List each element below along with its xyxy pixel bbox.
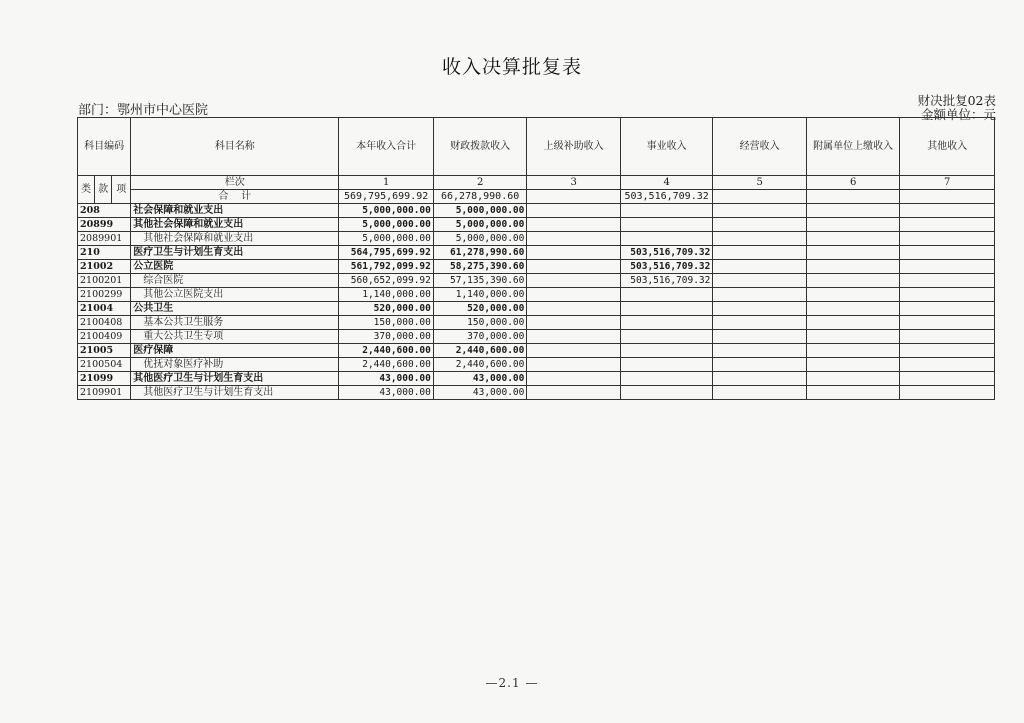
row-name: 公共卫生 bbox=[131, 302, 339, 316]
row-c5 bbox=[713, 330, 807, 344]
row-c7 bbox=[900, 204, 995, 218]
total-c6 bbox=[806, 190, 900, 204]
row-c2: 5,000,000.00 bbox=[433, 204, 527, 218]
row-c2: 57,135,390.60 bbox=[433, 274, 527, 288]
row-c1: 2,440,600.00 bbox=[339, 358, 434, 372]
header-xiang: 项 bbox=[112, 176, 131, 204]
total-c3 bbox=[527, 190, 621, 204]
row-name: 医疗保障 bbox=[131, 344, 339, 358]
row-name: 社会保障和就业支出 bbox=[131, 204, 339, 218]
table-row bbox=[78, 274, 995, 288]
row-c1: 43,000.00 bbox=[339, 372, 434, 386]
row-c2: 1,140,000.00 bbox=[433, 288, 527, 302]
row-c1: 1,140,000.00 bbox=[339, 288, 434, 302]
row-c1: 5,000,000.00 bbox=[339, 204, 434, 218]
header-code: 科目编码 bbox=[78, 118, 131, 176]
table-row bbox=[78, 344, 995, 358]
row-c5 bbox=[713, 204, 807, 218]
row-name: 其他公立医院支出 bbox=[131, 288, 339, 302]
row-c2: 43,000.00 bbox=[433, 386, 527, 400]
row-code: 21005 bbox=[78, 344, 131, 358]
row-code: 210 bbox=[78, 246, 131, 260]
total-c5 bbox=[713, 190, 807, 204]
row-c7 bbox=[900, 358, 995, 372]
header-name: 科目名称 bbox=[131, 118, 339, 176]
table-row bbox=[78, 218, 995, 232]
row-c2: 58,275,390.60 bbox=[433, 260, 527, 274]
page-title: 收入决算批复表 bbox=[441, 56, 582, 78]
page-number: —2.1 — bbox=[485, 676, 539, 690]
row-c6 bbox=[806, 344, 900, 358]
row-c3 bbox=[527, 204, 621, 218]
row-c7 bbox=[900, 386, 995, 400]
row-code: 2100201 bbox=[78, 274, 131, 288]
row-c6 bbox=[806, 204, 900, 218]
total-c1: 569,795,699.92 bbox=[339, 190, 434, 204]
row-c4 bbox=[620, 204, 713, 218]
total-label: 合 计 bbox=[131, 190, 339, 204]
row-c4 bbox=[620, 288, 713, 302]
row-c2: 43,000.00 bbox=[433, 372, 527, 386]
table-row bbox=[78, 204, 995, 218]
header-col4: 事业收入 bbox=[620, 118, 713, 176]
row-c7 bbox=[900, 274, 995, 288]
row-c4 bbox=[620, 372, 713, 386]
row-c6 bbox=[806, 358, 900, 372]
row-code: 21002 bbox=[78, 260, 131, 274]
row-c2: 520,000.00 bbox=[433, 302, 527, 316]
row-name: 其他社会保障和就业支出 bbox=[131, 232, 339, 246]
row-c1: 5,000,000.00 bbox=[339, 218, 434, 232]
row-c1: 5,000,000.00 bbox=[339, 232, 434, 246]
row-c6 bbox=[806, 372, 900, 386]
row-c5 bbox=[713, 386, 807, 400]
col-number-1: 1 bbox=[339, 176, 434, 190]
row-c7 bbox=[900, 372, 995, 386]
col-number-4: 4 bbox=[620, 176, 713, 190]
row-code: 21004 bbox=[78, 302, 131, 316]
row-name: 其他社会保障和就业支出 bbox=[131, 218, 339, 232]
row-c3 bbox=[527, 316, 621, 330]
row-c4 bbox=[620, 302, 713, 316]
row-name: 公立医院 bbox=[131, 260, 339, 274]
row-c3 bbox=[527, 302, 621, 316]
row-c1: 564,795,699.92 bbox=[339, 246, 434, 260]
form-number-label: 财决批复02表 bbox=[917, 93, 996, 108]
col-number-3: 3 bbox=[527, 176, 621, 190]
row-c4 bbox=[620, 330, 713, 344]
row-c6 bbox=[806, 260, 900, 274]
row-c2: 61,278,990.60 bbox=[433, 246, 527, 260]
row-code: 2100504 bbox=[78, 358, 131, 372]
department-label: 部门：鄂州市中心医院 bbox=[78, 103, 209, 118]
row-c2: 5,000,000.00 bbox=[433, 232, 527, 246]
header-lei: 类 bbox=[78, 176, 95, 204]
row-c5 bbox=[713, 218, 807, 232]
row-c3 bbox=[527, 288, 621, 302]
row-c3 bbox=[527, 260, 621, 274]
row-code: 2109901 bbox=[78, 386, 131, 400]
row-code: 2100408 bbox=[78, 316, 131, 330]
row-c1: 43,000.00 bbox=[339, 386, 434, 400]
row-c6 bbox=[806, 246, 900, 260]
row-code: 21099 bbox=[78, 372, 131, 386]
row-c7 bbox=[900, 330, 995, 344]
row-c1: 2,440,600.00 bbox=[339, 344, 434, 358]
row-c6 bbox=[806, 302, 900, 316]
row-c7 bbox=[900, 260, 995, 274]
amount-unit-label: 金额单位：元 bbox=[920, 107, 996, 122]
row-name: 医疗卫生与计划生育支出 bbox=[131, 246, 339, 260]
row-c7 bbox=[900, 316, 995, 330]
row-c7 bbox=[900, 302, 995, 316]
row-code: 2100299 bbox=[78, 288, 131, 302]
table-row bbox=[78, 260, 995, 274]
row-c4 bbox=[620, 344, 713, 358]
table-row bbox=[78, 358, 995, 372]
total-c7 bbox=[900, 190, 995, 204]
col-number-7: 7 bbox=[900, 176, 995, 190]
row-c3 bbox=[527, 372, 621, 386]
row-c6 bbox=[806, 386, 900, 400]
row-c5 bbox=[713, 302, 807, 316]
row-c6 bbox=[806, 316, 900, 330]
row-code: 208 bbox=[78, 204, 131, 218]
row-name: 重大公共卫生专项 bbox=[131, 330, 339, 344]
table-row bbox=[78, 372, 995, 386]
row-code: 2100409 bbox=[78, 330, 131, 344]
row-c5 bbox=[713, 246, 807, 260]
table-row bbox=[78, 246, 995, 260]
row-c1: 520,000.00 bbox=[339, 302, 434, 316]
row-c2: 2,440,600.00 bbox=[433, 344, 527, 358]
total-c2: 66,278,990.60 bbox=[433, 190, 527, 204]
row-c4 bbox=[620, 358, 713, 372]
row-name: 基本公共卫生服务 bbox=[131, 316, 339, 330]
col-number-2: 2 bbox=[433, 176, 527, 190]
row-c5 bbox=[713, 232, 807, 246]
row-c2: 150,000.00 bbox=[433, 316, 527, 330]
header-col5: 经营收入 bbox=[713, 118, 807, 176]
row-c5 bbox=[713, 274, 807, 288]
header-col2: 财政拨款收入 bbox=[433, 118, 527, 176]
row-c1: 561,792,099.92 bbox=[339, 260, 434, 274]
row-c3 bbox=[527, 358, 621, 372]
row-c5 bbox=[713, 344, 807, 358]
table-row bbox=[78, 302, 995, 316]
col-number-6: 6 bbox=[806, 176, 900, 190]
row-c6 bbox=[806, 274, 900, 288]
row-c4 bbox=[620, 218, 713, 232]
row-c3 bbox=[527, 218, 621, 232]
total-c4: 503,516,709.32 bbox=[620, 190, 713, 204]
row-c7 bbox=[900, 246, 995, 260]
table-row bbox=[78, 288, 995, 302]
row-c3 bbox=[527, 330, 621, 344]
row-c6 bbox=[806, 218, 900, 232]
row-c5 bbox=[713, 288, 807, 302]
row-c1: 150,000.00 bbox=[339, 316, 434, 330]
row-c4: 503,516,709.32 bbox=[620, 274, 713, 288]
row-c2: 2,440,600.00 bbox=[433, 358, 527, 372]
header-kuan: 款 bbox=[95, 176, 112, 204]
row-c2: 370,000.00 bbox=[433, 330, 527, 344]
row-c1: 370,000.00 bbox=[339, 330, 434, 344]
row-c6 bbox=[806, 330, 900, 344]
table-row bbox=[78, 316, 995, 330]
row-name: 综合医院 bbox=[131, 274, 339, 288]
row-c6 bbox=[806, 232, 900, 246]
row-c4 bbox=[620, 386, 713, 400]
row-c3 bbox=[527, 246, 621, 260]
row-name: 优抚对象医疗补助 bbox=[131, 358, 339, 372]
row-c7 bbox=[900, 288, 995, 302]
row-c1: 560,652,099.92 bbox=[339, 274, 434, 288]
row-name: 其他医疗卫生与计划生育支出 bbox=[131, 372, 339, 386]
row-name: 其他医疗卫生与计划生育支出 bbox=[131, 386, 339, 400]
row-c7 bbox=[900, 218, 995, 232]
header-col1: 本年收入合计 bbox=[339, 118, 434, 176]
row-c4 bbox=[620, 316, 713, 330]
row-c3 bbox=[527, 386, 621, 400]
row-code: 20899 bbox=[78, 218, 131, 232]
col-number-5: 5 bbox=[713, 176, 807, 190]
row-c4: 503,516,709.32 bbox=[620, 260, 713, 274]
income-table bbox=[77, 117, 995, 400]
row-c5 bbox=[713, 358, 807, 372]
header-col7: 其他收入 bbox=[900, 118, 995, 176]
row-code: 2089901 bbox=[78, 232, 131, 246]
header-col3: 上级补助收入 bbox=[527, 118, 621, 176]
row-c7 bbox=[900, 232, 995, 246]
row-c2: 5,000,000.00 bbox=[433, 218, 527, 232]
row-c3 bbox=[527, 232, 621, 246]
row-c6 bbox=[806, 288, 900, 302]
header-col6: 附属单位上缴收入 bbox=[806, 118, 900, 176]
row-c3 bbox=[527, 344, 621, 358]
header-lanci: 栏次 bbox=[131, 176, 339, 190]
table-row bbox=[78, 232, 995, 246]
row-c5 bbox=[713, 260, 807, 274]
row-c7 bbox=[900, 344, 995, 358]
row-c4: 503,516,709.32 bbox=[620, 246, 713, 260]
table-row bbox=[78, 330, 995, 344]
row-c5 bbox=[713, 372, 807, 386]
row-c3 bbox=[527, 274, 621, 288]
row-c5 bbox=[713, 316, 807, 330]
row-c4 bbox=[620, 232, 713, 246]
table-row bbox=[78, 386, 995, 400]
